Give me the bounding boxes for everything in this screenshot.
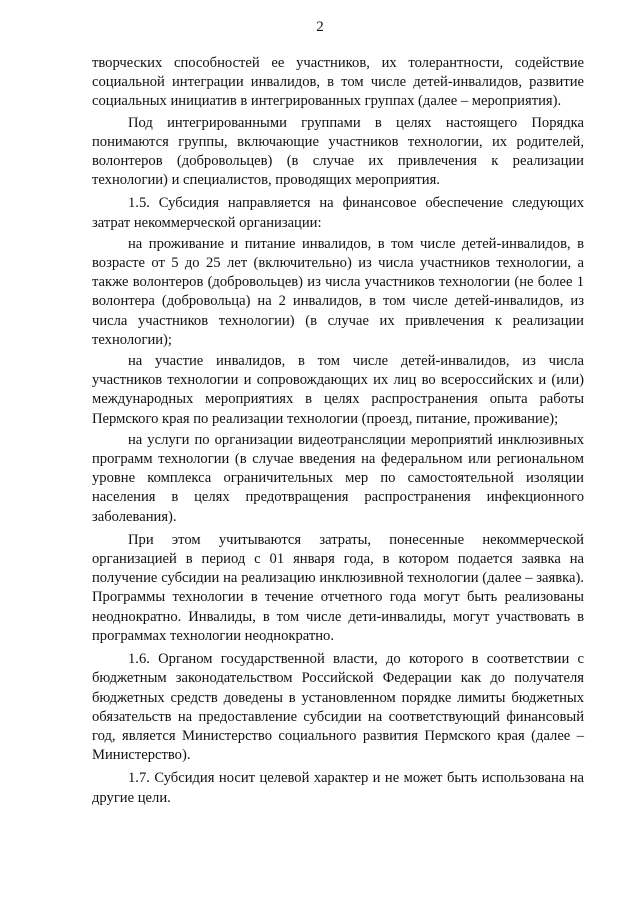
paragraph-video-costs: на услуги по организации видеотрансляции мероприятий инклюзивных программ технологии (в случае введения на федеральном или региональном уровне комплекса ограничительных мер по самостоятельной изоляции населения в целях предотвращения распространения инфекционного заболевания).: [92, 431, 584, 525]
paragraph-integrated-groups: Под интегрированными группами в целях настоящего Порядка понимаются группы, включающие участников технологии, их родителей, волонтеров (добровольцев) (в случае их привлечения к реализации технологии) и специалистов, проводящих мероприятия.: [92, 114, 584, 189]
paragraph-participation-costs: на участие инвалидов, в том числе детей-инвалидов, из числа участников технологии и сопровождающих их лиц во всероссийских и (или) международных мероприятиях в целях распространения опыта работы Пермского края по реализации технологии (проезд, питание, проживание);: [92, 353, 584, 427]
paragraph-costs-period: При этом учитываются затраты, понесенные некоммерческой организацией в период с 01 января года, в котором подается заявка на получение субсидии на реализацию инклюзивной технологии (далее – заявка). Программы технологии в течение отчетного года могут быть реализованы неоднократно. Инвалиды, в том числе дети-инвалиды, могут участвовать в программах технологии неоднократно.: [92, 531, 584, 644]
document-body: [92, 54, 584, 810]
paragraph-1-6: 1.6. Органом государственной власти, до которого в соответствии с бюджетным законодательством Российской Федерации как до получателя бюджетных средств доведены в установленном порядке лимиты бюджетных обязательств на предоставление субсидии на соответствующий финансовый год, является Министерство социального развития Пермского края (далее – Министерство).: [92, 651, 584, 764]
paragraph-accommodation-costs: на проживание и питание инвалидов, в том числе детей-инвалидов, в возрасте от 5 до 25 лет (включительно) из числа участников технологии, а также волонтеров (добровольцев) из числа участников технологии (не более 1 волонтера (добровольца) на 2 инвалидов, в том числе детей-инвалидов, из числа участников технологии) (в случае их привлечения к реализации технологии);: [92, 235, 584, 348]
paragraph-1-7: 1.7. Субсидия носит целевой характер и не может быть использована на другие цели.: [92, 770, 584, 806]
page-number: 2: [316, 19, 324, 35]
paragraph-1-5: 1.5. Субсидия направляется на финансовое обеспечение следующих затрат некоммерческой организации:: [92, 195, 584, 231]
paragraph-continuation: творческих способностей ее участников, их толерантности, содействие социальной интеграции инвалидов, в том числе детей-инвалидов, развитие социальных инициатив в интегрированных группах (далее – мероприятия).: [92, 55, 584, 110]
